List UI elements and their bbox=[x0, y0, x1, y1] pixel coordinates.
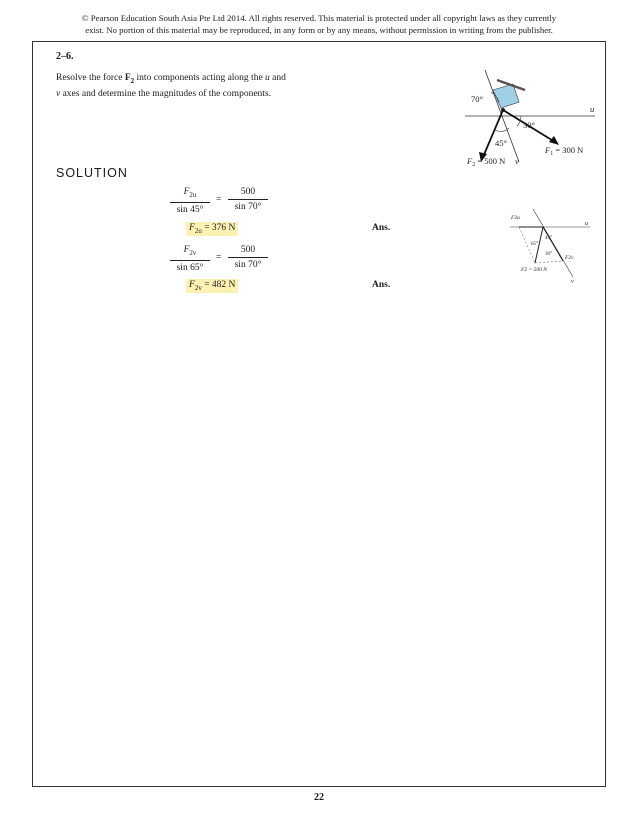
sketch-angle-30: 30° bbox=[545, 252, 552, 257]
problem-number: 2–6. bbox=[56, 51, 74, 62]
problem-text-mid: into components acting along the bbox=[134, 73, 266, 83]
problem-statement: Resolve the force $F_2$ into components acting along the u and v axes and determine the magnitudes of the components. bbox=[56, 73, 286, 99]
sketch-v-label: v bbox=[571, 279, 574, 285]
eq1-lhs-denominator: sin 45° bbox=[176, 204, 204, 215]
problem-text-line2: axes and determine the magnitudes of the components. bbox=[60, 88, 272, 99]
solution-heading: SOLUTION bbox=[56, 166, 128, 180]
problem-text-prefix: Resolve the force bbox=[56, 73, 125, 83]
axis-u-label: u bbox=[265, 73, 270, 83]
sketch-f2v-label: F2v bbox=[565, 255, 574, 261]
f2-label: $F_2 = 500$ N bbox=[467, 156, 506, 168]
sketch-u-label: u bbox=[585, 221, 588, 227]
eq1-lhs-fraction bbox=[170, 186, 210, 216]
eq1-equals: = bbox=[216, 195, 222, 205]
eq1-rhs-numerator: 500 bbox=[240, 187, 256, 197]
eq2-rhs-fraction bbox=[228, 244, 268, 271]
eq2-rhs-denominator: sin 70° bbox=[234, 260, 262, 270]
page-number: 22 bbox=[314, 792, 324, 803]
angle-30-label: 30° bbox=[523, 120, 535, 130]
ans-label-2: Ans. bbox=[372, 280, 391, 290]
sketch-angle-45: 45° bbox=[545, 236, 552, 241]
sketch-f2-label: F2 = 500 N bbox=[521, 267, 547, 273]
f1-label: $F_1 = 300$ N bbox=[545, 145, 584, 157]
sketch-f2u-label: F2u bbox=[511, 215, 520, 221]
result-f2v: $F_{2v} = 482$ N bbox=[186, 279, 238, 293]
eq2-lhs-fraction bbox=[170, 244, 210, 274]
eq1-lhs-numerator: $F_{2u}$ bbox=[183, 187, 197, 199]
force-symbol: $F_2$ bbox=[124, 73, 135, 85]
solution-sketch bbox=[505, 205, 600, 285]
copyright-notice bbox=[40, 12, 598, 36]
eq2-lhs-numerator: $F_{2v}$ bbox=[183, 245, 197, 257]
eq1-rhs-denominator: sin 70° bbox=[234, 202, 262, 212]
force-f2-arrow bbox=[483, 110, 503, 157]
problem-figure bbox=[455, 62, 605, 172]
angle-30-arc bbox=[517, 116, 521, 126]
axis-v-label: v bbox=[56, 88, 61, 99]
result-f2u: $F_{2u} = 376$ N bbox=[186, 222, 238, 236]
copyright-line-1: © Pearson Education South Asia Pte Ltd 2014. All rights reserved. This material is protected under all copyright laws as they currently bbox=[81, 13, 557, 23]
force-f1-arrowhead bbox=[549, 136, 559, 145]
eq2-lhs-denominator: sin 65° bbox=[176, 262, 204, 273]
angle-45-label: 45° bbox=[495, 138, 507, 148]
u-axis-label: u bbox=[590, 104, 595, 114]
sketch-parallel-2 bbox=[535, 261, 563, 263]
sketch-angle-65: 65° bbox=[531, 242, 538, 247]
eq2-rhs-numerator: 500 bbox=[240, 245, 256, 255]
eq2-equals: = bbox=[216, 253, 222, 263]
eq1-rhs-fraction bbox=[228, 186, 268, 213]
v-axis-label: v bbox=[515, 156, 519, 166]
copyright-line-2: exist. No portion of this material may be reproduced, in any form or by any means, without permission in writing from the publisher. bbox=[85, 25, 553, 35]
ans-label-1: Ans. bbox=[372, 223, 391, 233]
angle-70-label: 70° bbox=[471, 94, 483, 104]
